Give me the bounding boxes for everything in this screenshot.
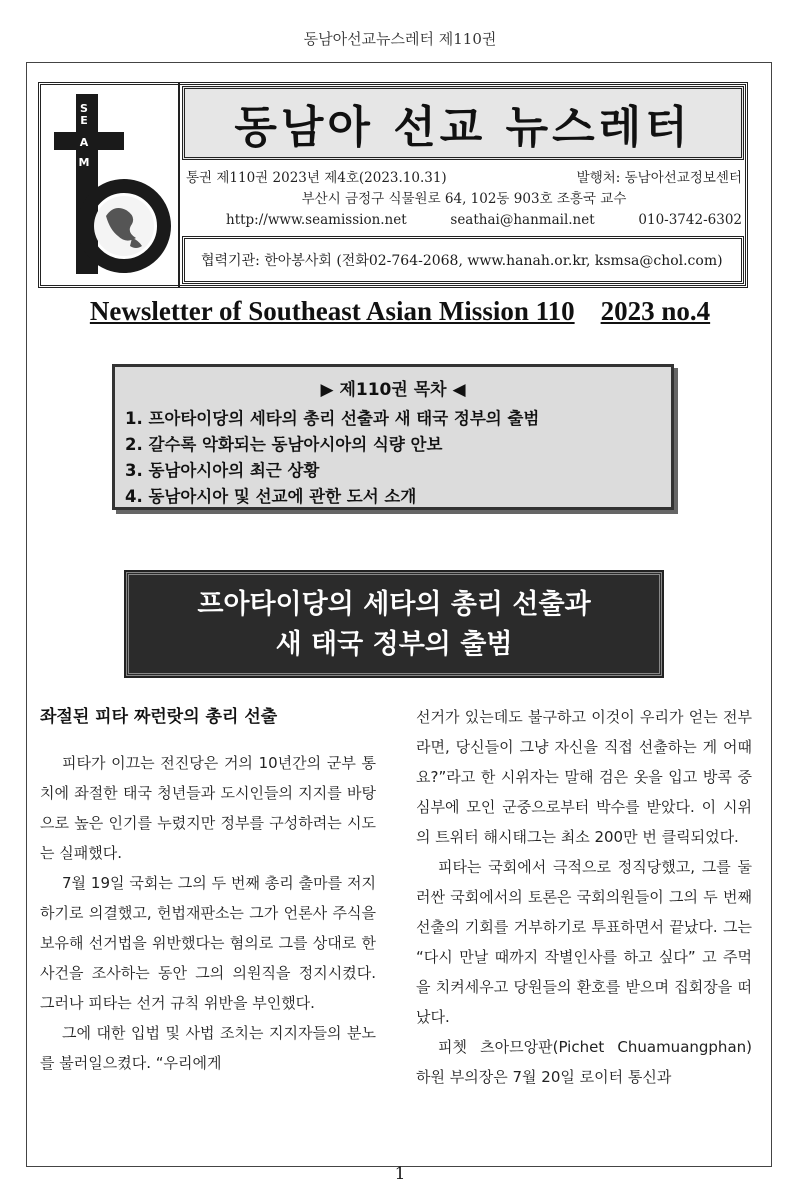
- paragraph: 피타가 이끄는 전진당은 거의 10년간의 군부 통치에 좌절한 태국 청년들과 도시인들의 지지를 바탕으로 높은 인기를 누렸지만 정부를 구성하려는 시도는 실패했다.: [40, 754, 376, 862]
- toc-item[interactable]: 2. 갈수록 악화되는 동남아시아의 식량 안보: [125, 435, 443, 454]
- svg-text:M: M: [78, 156, 90, 169]
- toc-item[interactable]: 3. 동남아시아의 최근 상황: [125, 461, 320, 480]
- phone-number: 010-3742-6302: [638, 212, 742, 228]
- article-title-line2: 새 태국 정부의 출범: [275, 629, 513, 660]
- english-title: [0, 296, 800, 327]
- article-subheading: 좌절된 피타 짜런랏의 총리 선출: [40, 707, 278, 727]
- paragraph: 선거가 있는데도 불구하고 이것이 우리가 얻는 전부라면, 당신들이 그냥 자신을 직접 선출하는 게 어때요?”라고 한 시위자는 말해 검은 옷을 입고 방콕 중심부에 모인 군중으로부터 박수를 받았다. 이 시위의 트위터 해시태그는 최소 200만 번 클릭되었다.: [416, 708, 752, 846]
- toc-item[interactable]: 1. 프아타이당의 세타의 총리 선출과 새 태국 정부의 출범: [125, 409, 540, 428]
- article-column-right: [416, 702, 752, 1092]
- page-number: 1: [394, 1164, 406, 1184]
- seam-logo-icon: [48, 90, 172, 280]
- website-link[interactable]: http://www.seamission.net: [226, 212, 407, 228]
- article-title-line1: 프아타이당의 세타의 총리 선출과: [197, 589, 591, 620]
- cooperation-box: [182, 236, 744, 284]
- svg-text:A: A: [79, 136, 89, 149]
- email-link[interactable]: seathai@hanmail.net: [450, 212, 595, 228]
- toc-list: [125, 406, 671, 510]
- issue-info: 통권 제110권 2023년 제4호(2023.10.31): [186, 170, 447, 186]
- newsletter-title-box: [182, 86, 744, 160]
- svg-text:E: E: [80, 114, 88, 127]
- cooperation-info: 협력기관: 한아봉사회 (전화02-764-2068, www.hanah.or.kr, ksmsa@chol.com): [201, 253, 723, 269]
- publisher-info: 발행처: 동남아선교정보센터: [576, 170, 742, 186]
- paragraph: 그에 대한 입법 및 사법 조치는 지지자들의 분노를 불러일으켰다. “우리에게: [40, 1024, 376, 1072]
- english-title-name: Newsletter of Southeast Asian Mission 110: [89, 296, 575, 326]
- address-info: 부산시 금정구 식물원로 64, 102동 903호 조흥국 교수: [301, 191, 627, 207]
- publication-info: [186, 168, 742, 231]
- paragraph: 피타는 국회에서 극적으로 정직당했고, 그를 둘러싼 국회에서의 토론은 국회의원들이 그의 두 번째 선출의 기회를 거부하기로 투표하면서 끝났다. 그는 “다시 만날 때까지 작별인사를 하고 싶다” 고 주먹을 치켜세우고 당원들의 환호를 받으며 집회장을 떠났다.: [416, 858, 752, 1026]
- article-column-left: [40, 702, 376, 1078]
- english-title-issue: 2023 no.4: [600, 296, 711, 326]
- paragraph: 7월 19일 국회는 그의 두 번째 총리 출마를 저지하기로 의결했고, 헌법재판소는 그가 언론사 주식을 보유해 선거법을 위반했다는 혐의로 그를 상대로 한 사건을 조사하는 동안 그의 의원직을 정지시켰다. 그러나 피타는 선거 규칙 위반을 부인했다.: [40, 874, 376, 1012]
- newsletter-title: 동남아 선교 뉴스레터: [234, 102, 692, 153]
- table-of-contents: [112, 364, 674, 510]
- toc-item[interactable]: 4. 동남아시아 및 선교에 관한 도서 소개: [125, 487, 417, 506]
- article-title-banner: [126, 572, 662, 676]
- logo-box: [38, 82, 180, 288]
- paragraph: 피쳇 츠아므앙판(Pichet Chuamuangphan) 하원 부의장은 7월 20일 로이터 통신과: [416, 1038, 752, 1086]
- svg-text:S: S: [80, 102, 88, 115]
- running-head: 동남아선교뉴스레터 제110권: [303, 30, 497, 48]
- toc-heading: ▶ 제110권 목차 ◀: [320, 380, 466, 400]
